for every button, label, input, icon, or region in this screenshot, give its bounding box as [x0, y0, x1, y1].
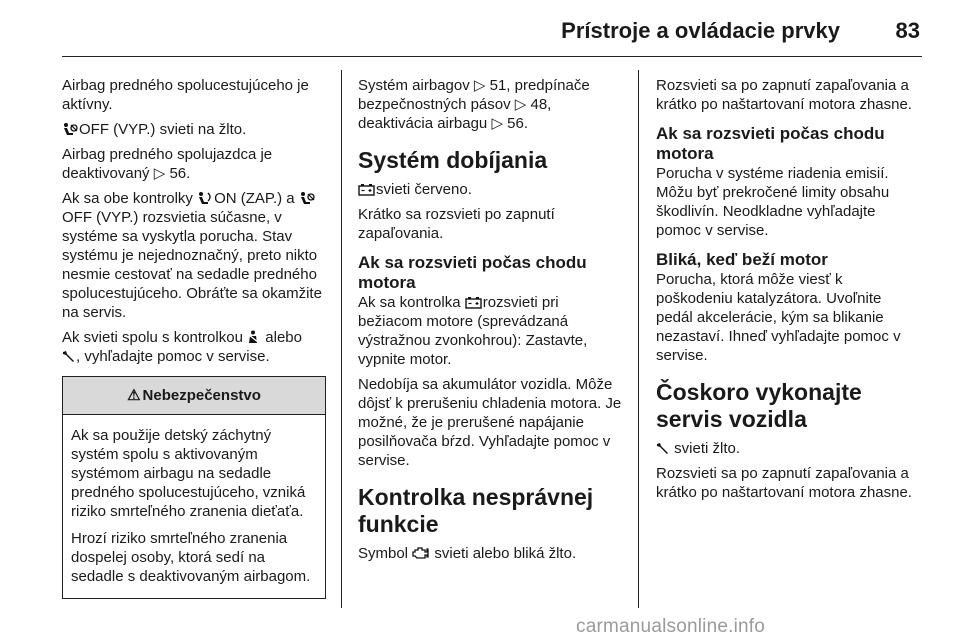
wrench-icon — [62, 350, 75, 363]
paragraph — [62, 120, 326, 139]
paragraph-text: svieti alebo bliká žlto. — [434, 545, 577, 562]
paragraph-text: Symbol — [358, 545, 409, 562]
reference-arrow-icon: ▷ — [153, 165, 166, 182]
paragraph — [358, 293, 622, 369]
paragraph-text: ON (ZAP.) a — [214, 190, 295, 207]
paragraph: Krátko sa rozsvieti po zapnutí zapaľovania. — [358, 206, 555, 242]
paragraph-text: svieti žlto. — [674, 440, 741, 457]
warning-title: Nebezpečenstvo — [142, 387, 261, 404]
section-heading-malfunction: Kontrolka nesprávnej funkcie — [358, 484, 594, 537]
watermark: carmanualsonline.info — [576, 616, 766, 637]
header-rule — [62, 56, 922, 57]
paragraph — [358, 544, 622, 563]
page-reference: 56. — [507, 115, 529, 132]
warning-paragraph: Hrozí riziko smrteľného zranenia dospelej osoby, ktorá sedí na sedadle s deaktivovaným airbagom. — [71, 530, 311, 585]
paragraph — [62, 328, 326, 366]
paragraph — [62, 145, 326, 183]
airbag-off-icon — [299, 191, 315, 205]
paragraph: Rozsvieti sa po zapnutí zapaľovania a krátko po naštartovaní motora zhasne. — [656, 77, 912, 113]
paragraph-text: Ak svieti spolu s kontrolkou — [62, 329, 243, 346]
engine-check-icon — [412, 546, 429, 560]
section-heading-charging: Systém dobíjania — [358, 147, 548, 173]
page-number: 83 — [895, 18, 920, 43]
page-header-title: Prístroje a ovládacie prvky — [561, 18, 840, 43]
paragraph — [62, 189, 326, 322]
warning-paragraph: Ak sa použije detský záchytný systém spolu s aktivovaným systémom airbagu na sedadle predného spolucestujúceho, vzniká riziko smrteľného zranenia dieťaťa. — [71, 427, 306, 520]
paragraph-text: 48, deaktivácia airbagu — [358, 96, 552, 132]
paragraph: Porucha v systéme riadenia emisií. Môžu byť prekročené limity obsahu škodlivín. Neodkladne vyhľadajte pomoc v servise. — [656, 165, 890, 239]
paragraph: Porucha, ktorá môže viesť k poškodeniu katalyzátora. Uvoľnite pedál akcelerácie, kým sa blikanie nezastaví. Ihneď vyhľadajte pomoc v servise. — [656, 271, 901, 364]
battery-icon — [465, 296, 482, 309]
airbag-off-icon — [62, 122, 78, 136]
paragraph-text: Ak sa obe kontrolky — [62, 190, 193, 207]
paragraph — [656, 439, 922, 458]
section-heading-service: Čoskoro vykonajte servis vozidla — [656, 379, 862, 432]
column-2 — [358, 76, 622, 569]
warning-triangle-icon: ⚠ — [127, 387, 141, 404]
paragraph-text: alebo — [265, 329, 302, 346]
paragraph-text: rozsvieti pri bežiacom motore (sprevádzaná výstražnou zvonkohrou): Zastavte, vypnite motor. — [358, 294, 588, 368]
paragraph: Airbag predného spolucestujúceho je aktívny. — [62, 77, 309, 113]
paragraph — [358, 180, 622, 199]
wrench-icon — [656, 442, 669, 455]
column-1 — [62, 76, 326, 599]
page-reference: 56. — [169, 165, 191, 182]
subheading: Ak sa rozsvieti počas chodu motora — [656, 124, 885, 163]
reference-arrow-icon: ▷ — [491, 115, 503, 132]
danger-warning-box — [62, 376, 326, 599]
column-divider-right — [638, 70, 639, 608]
column-divider-left — [341, 70, 342, 608]
warning-header — [63, 377, 325, 415]
subheading: Ak sa rozsvieti počas chodu motora — [358, 253, 587, 292]
subheading: Bliká, keď beží motor — [656, 250, 828, 269]
seatbelt-icon — [247, 330, 260, 344]
paragraph-text: svieti červeno. — [376, 181, 472, 198]
paragraph: Nedobíja sa akumulátor vozidla. Môže dôjsť k prerušeniu chladenia motora. Je možné, že je prerušené napájanie posilňovača bŕzd. Vyhľadajte pomoc v servise. — [358, 376, 622, 469]
reference-arrow-icon: ▷ — [514, 96, 527, 113]
paragraph-text: Airbag predného spolujazdca je deaktivovaný — [62, 146, 273, 182]
paragraph-text: Systém airbagov — [358, 77, 470, 94]
battery-icon — [358, 183, 375, 196]
airbag-on-icon — [197, 191, 213, 205]
paragraph-text: , vyhľadajte pomoc v servise. — [76, 348, 270, 365]
paragraph — [358, 76, 622, 133]
warning-body — [63, 415, 325, 598]
paragraph-text: OFF (VYP.) svieti na žlto. — [79, 121, 247, 138]
paragraph-text: 51, predpínače bezpečnostných pásov — [358, 77, 590, 113]
column-3 — [656, 76, 922, 508]
paragraph-text: Ak sa kontrolka — [358, 294, 461, 311]
reference-arrow-icon: ▷ — [473, 77, 486, 94]
paragraph: Rozsvieti sa po zapnutí zapaľovania a krátko po naštartovaní motora zhasne. — [656, 465, 912, 501]
paragraph-text: OFF (VYP.) rozsvietia súčasne, v systéme sa vyskytla porucha. Stav systému je nejednoznačný, preto nikto nesmie cestovať na sedadle predného spolucestujúceho. Obráťte sa okamžite na servis. — [62, 209, 322, 321]
